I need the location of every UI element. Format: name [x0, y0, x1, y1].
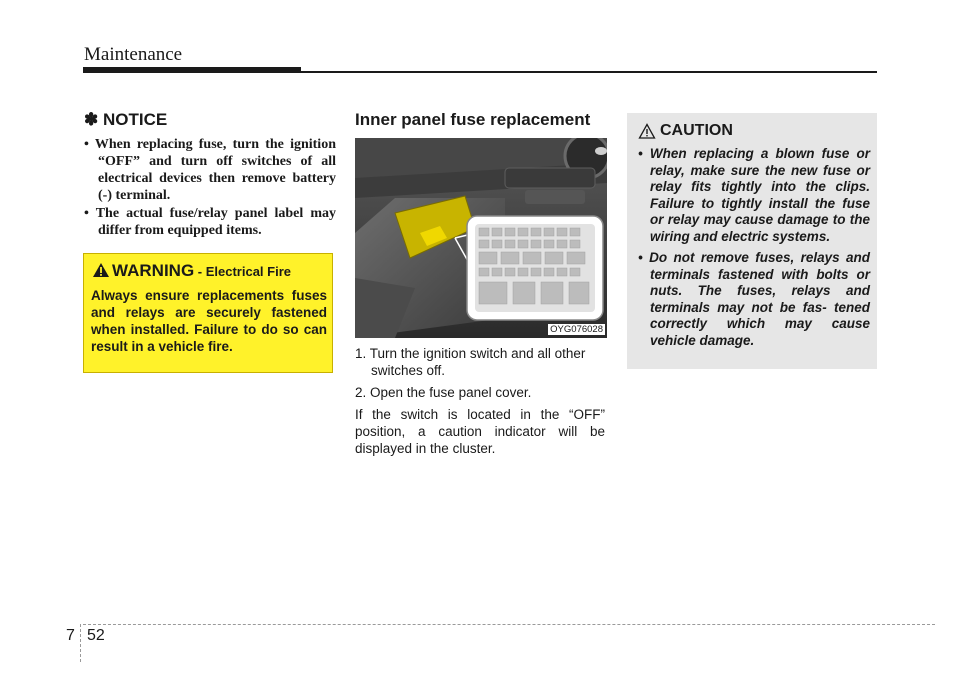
- step-item: 1. Turn the ignition switch and all other switches off.: [355, 346, 586, 378]
- warning-triangle-icon: [92, 262, 110, 278]
- caution-list: [638, 146, 870, 354]
- caution-box: [627, 113, 877, 369]
- notice-item: • When replacing fuse, turn the ignition “OFF” and turn off switches of all electrical devices then remove battery (-) terminal.: [84, 137, 336, 203]
- fuse-panel-figure: [355, 138, 607, 338]
- step-note: If the switch is located in the “OFF” position, a caution indicator will be displayed in the cluster.: [355, 407, 605, 456]
- page-number: 52: [87, 627, 105, 644]
- warning-heading: [112, 261, 291, 281]
- header-rule-thick: [83, 67, 301, 73]
- notice-list: [84, 136, 336, 240]
- header-rule-thin: [301, 71, 877, 73]
- caution-item: • When replacing a blown fuse or relay, make sure the new fuse or relay fits tightly into the clips. Failure to tightly install the fuse or relay may cause damage to the wiring and electric systems.: [638, 146, 870, 244]
- chapter-number: 7: [66, 627, 75, 644]
- warning-text: Always ensure replacements fuses and relays are securely fastened when installed. Failure to do so can result in a vehicle fire.: [91, 288, 327, 354]
- caution-title: CAUTION: [660, 122, 733, 139]
- notice-title: ✽ NOTICE: [84, 110, 168, 129]
- caution-triangle-icon: [638, 123, 656, 139]
- warning-box: [83, 253, 333, 373]
- header-title: Maintenance: [84, 44, 183, 65]
- steps: [355, 345, 605, 462]
- footer-divider: [80, 624, 81, 662]
- footer-rule: [83, 624, 935, 625]
- caution-item: • Do not remove fuses, relays and terminals fastened with bolts or nuts. The fuses, relays and terminals may not be fas- tened correctly which may cause vehicle damage.: [638, 250, 870, 348]
- step-item: 2. Open the fuse panel cover.: [355, 385, 532, 400]
- section-title: Inner panel fuse replacement: [355, 110, 591, 129]
- warning-sublabel: - Electrical Fire: [194, 264, 291, 279]
- warning-label: WARNING: [112, 261, 195, 280]
- fuse-panel-illustration: [355, 138, 607, 338]
- figure-code: OYG076028: [550, 324, 603, 335]
- notice-item: • The actual fuse/relay panel label may differ from equipped items.: [84, 206, 336, 238]
